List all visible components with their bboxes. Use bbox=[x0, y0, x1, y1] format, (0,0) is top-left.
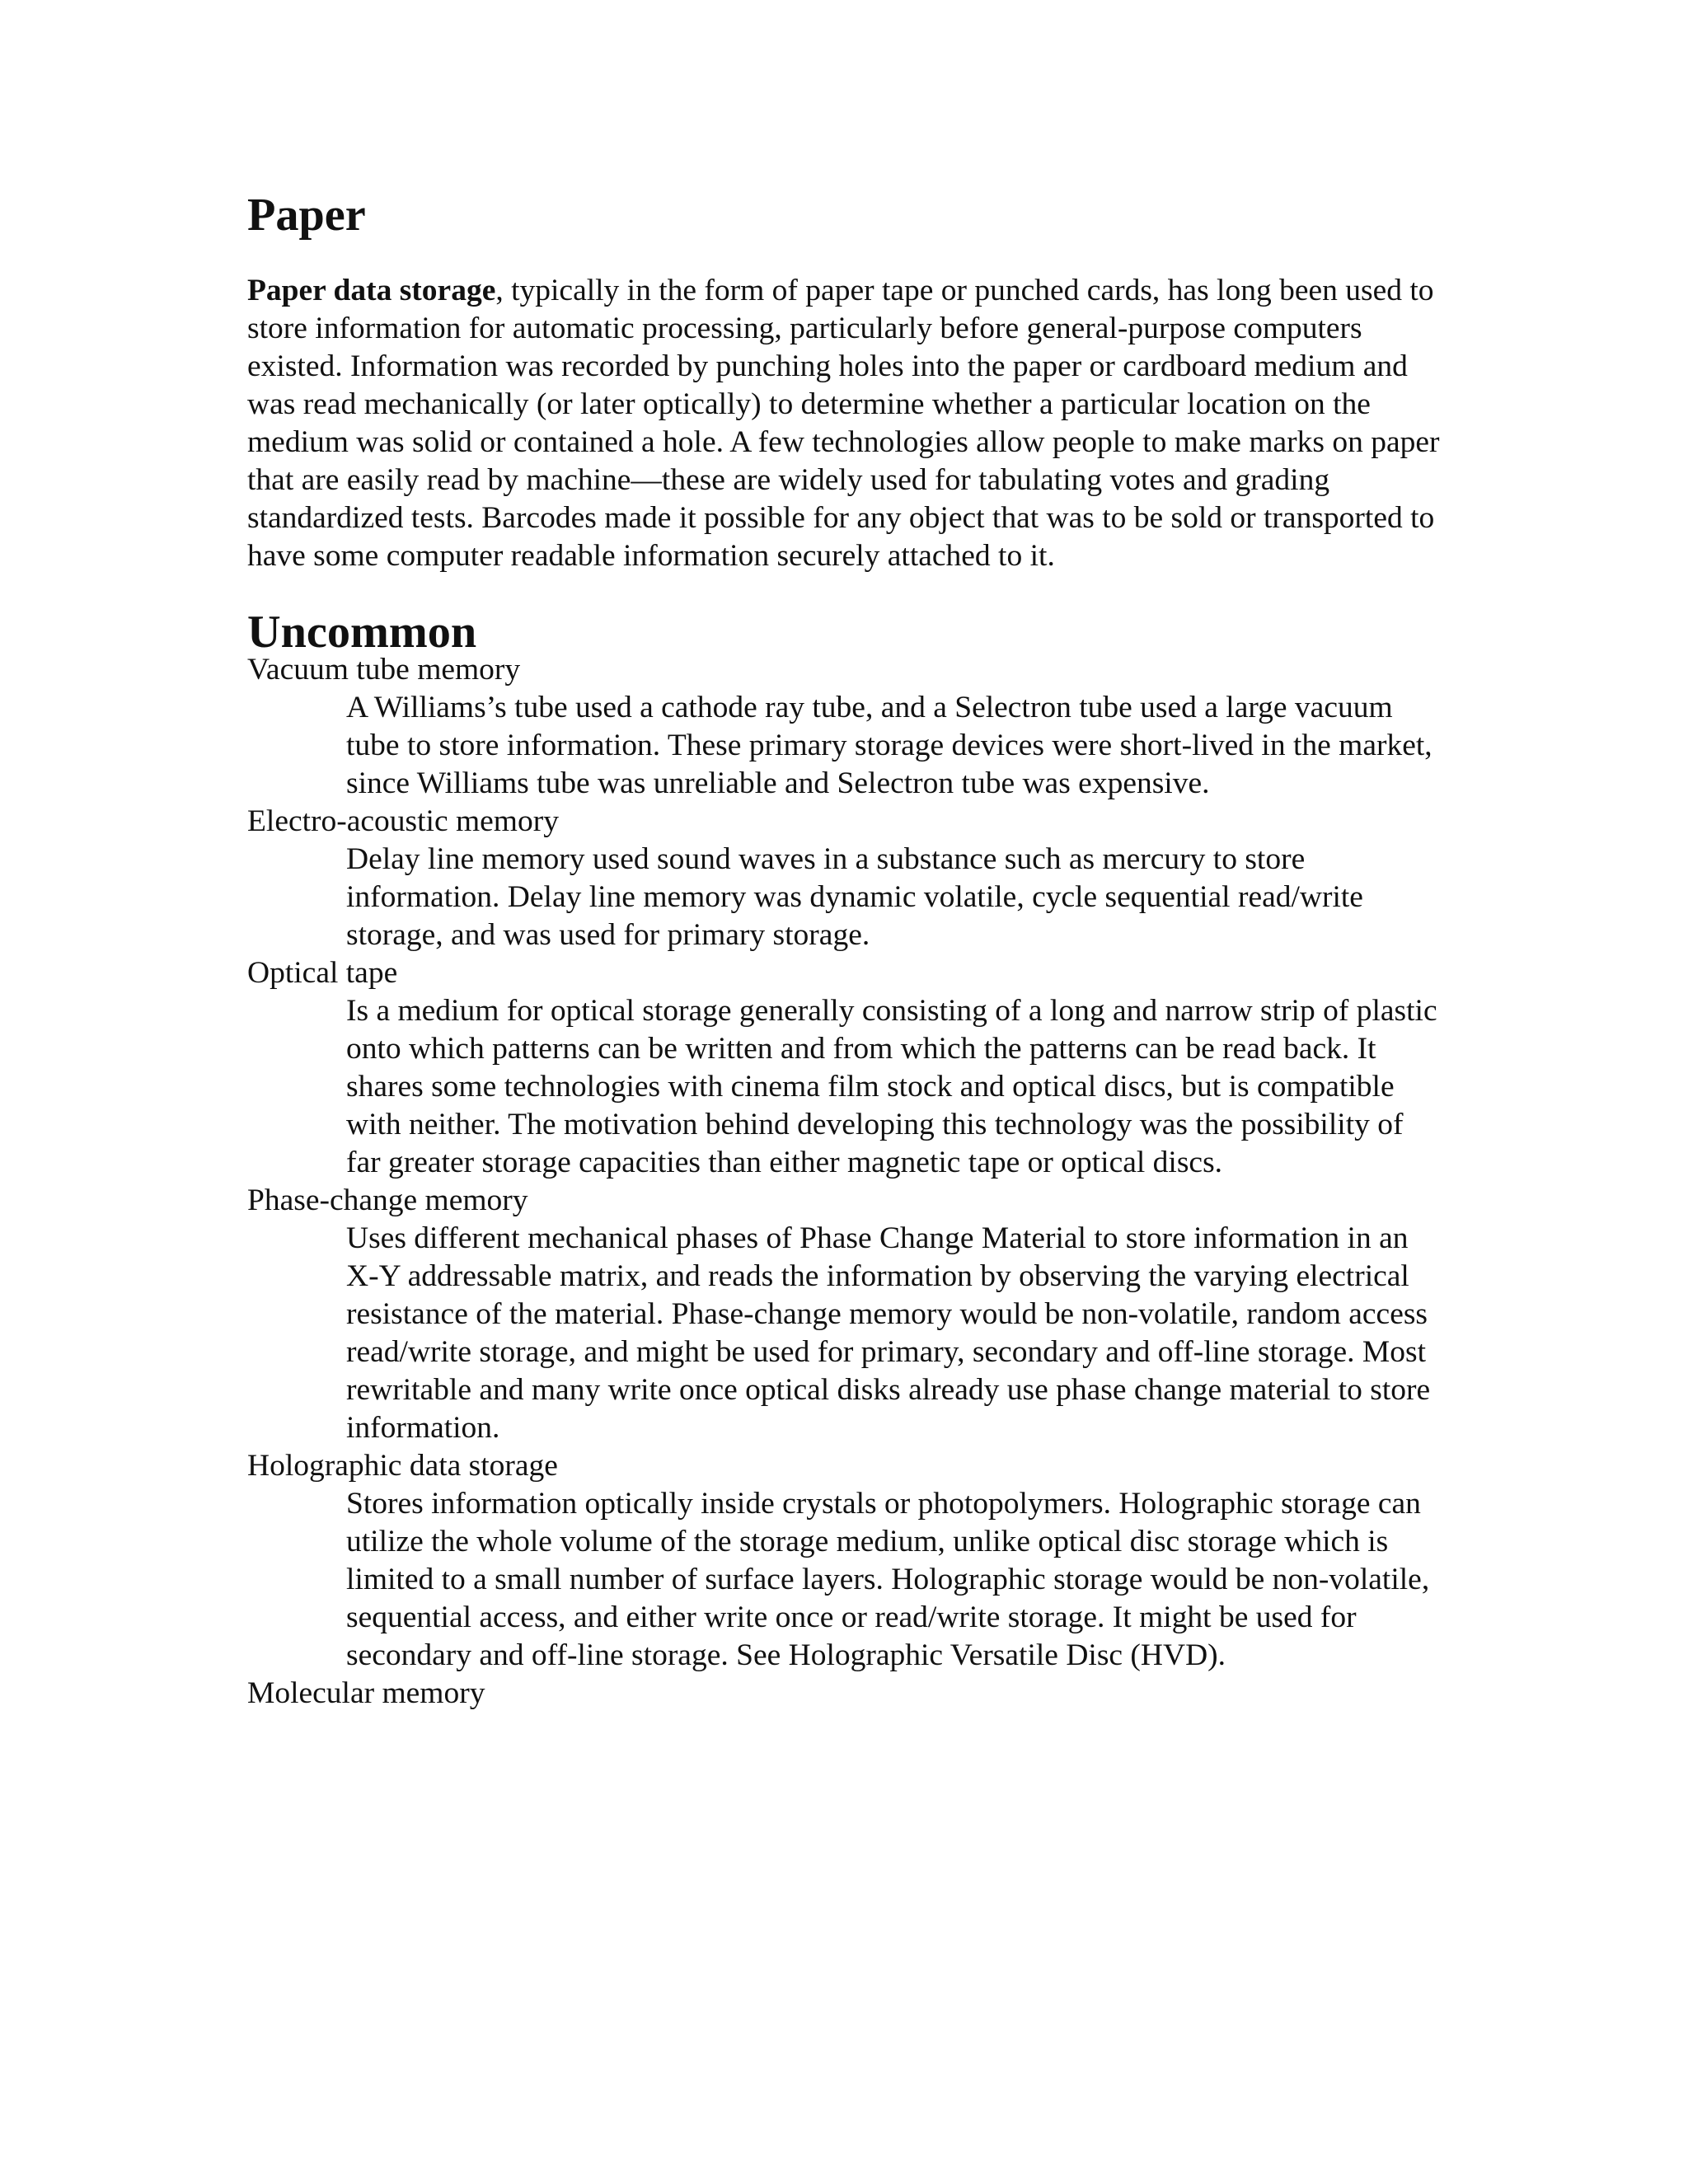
definition-optical-tape: Is a medium for optical storage generally consisting of a long and narrow strip of plastic onto which patterns can be written and from which the patterns can be read back. It shares some technologies with cinema film stock and optical discs, but is compatible with neither. The motivation behind developing this technology was the possibility of far greater storage capacities than either magnetic tape or optical discs. bbox=[346, 994, 1437, 1179]
term-molecular-memory: Molecular memory bbox=[247, 1676, 485, 1710]
document-page bbox=[247, 190, 1442, 1713]
paper-paragraph bbox=[247, 272, 1442, 575]
definition-phase-change-memory: Uses different mechanical phases of Phase Change Material to store information in an X-Y addressable matrix, and reads the information by observing the varying electrical resistance of the material. Phase-change memory would be non-volatile, random access read/write storage, and might be used for primary, secondary and off-line storage. Most rewritable and many write once optical disks already use phase change material to store information. bbox=[346, 1221, 1431, 1445]
definition-vacuum-tube-memory: A Williams’s tube used a cathode ray tube, and a Selectron tube used a large vacuum tube to store information. These primary storage devices were short-lived in the market, since Williams tube was unreliable and Selectron tube was expensive. bbox=[346, 691, 1432, 800]
term-vacuum-tube-memory: Vacuum tube memory bbox=[247, 653, 521, 687]
section-heading-paper: Paper bbox=[247, 190, 366, 241]
term-optical-tape: Optical tape bbox=[247, 956, 398, 990]
term-electro-acoustic-memory: Electro-acoustic memory bbox=[247, 804, 559, 838]
paper-lead-text: , typically in the form of paper tape or punched cards, has long been used to store information for automatic processing, particularly before general-purpose computers existed. Information was recorded by punching holes into the paper or cardboard medium and was read mechanically (or later optically) to determine whether a particular location on the medium was solid or contained a hole. A few technologies allow people to make marks on paper that are easily read by machine—these are widely used for tabulating votes and grading standardized tests. Barcodes made it possible for any object that was to be sold or transported to have some computer readable information securely attached to it. bbox=[247, 274, 1440, 573]
term-holographic-data-storage: Holographic data storage bbox=[247, 1449, 558, 1483]
uncommon-term-list bbox=[247, 651, 1442, 1713]
definition-holographic-data-storage: Stores information optically inside crystals or photopolymers. Holographic storage can utilize the whole volume of the storage medium, unlike optical disc storage which is limited to a small number of surface layers. Holographic storage would be non-volatile, sequential access, and either write once or read/write storage. It might be used for secondary and off-line storage. See Holographic Versatile Disc (HVD). bbox=[346, 1487, 1430, 1672]
paper-lead-term: Paper data storage bbox=[247, 274, 496, 307]
section-heading-uncommon: Uncommon bbox=[247, 607, 477, 658]
term-phase-change-memory: Phase-change memory bbox=[247, 1183, 528, 1217]
definition-electro-acoustic-memory: Delay line memory used sound waves in a substance such as mercury to store information. Delay line memory was dynamic volatile, cycle sequential read/write storage, and was used for primary storage. bbox=[346, 842, 1363, 952]
